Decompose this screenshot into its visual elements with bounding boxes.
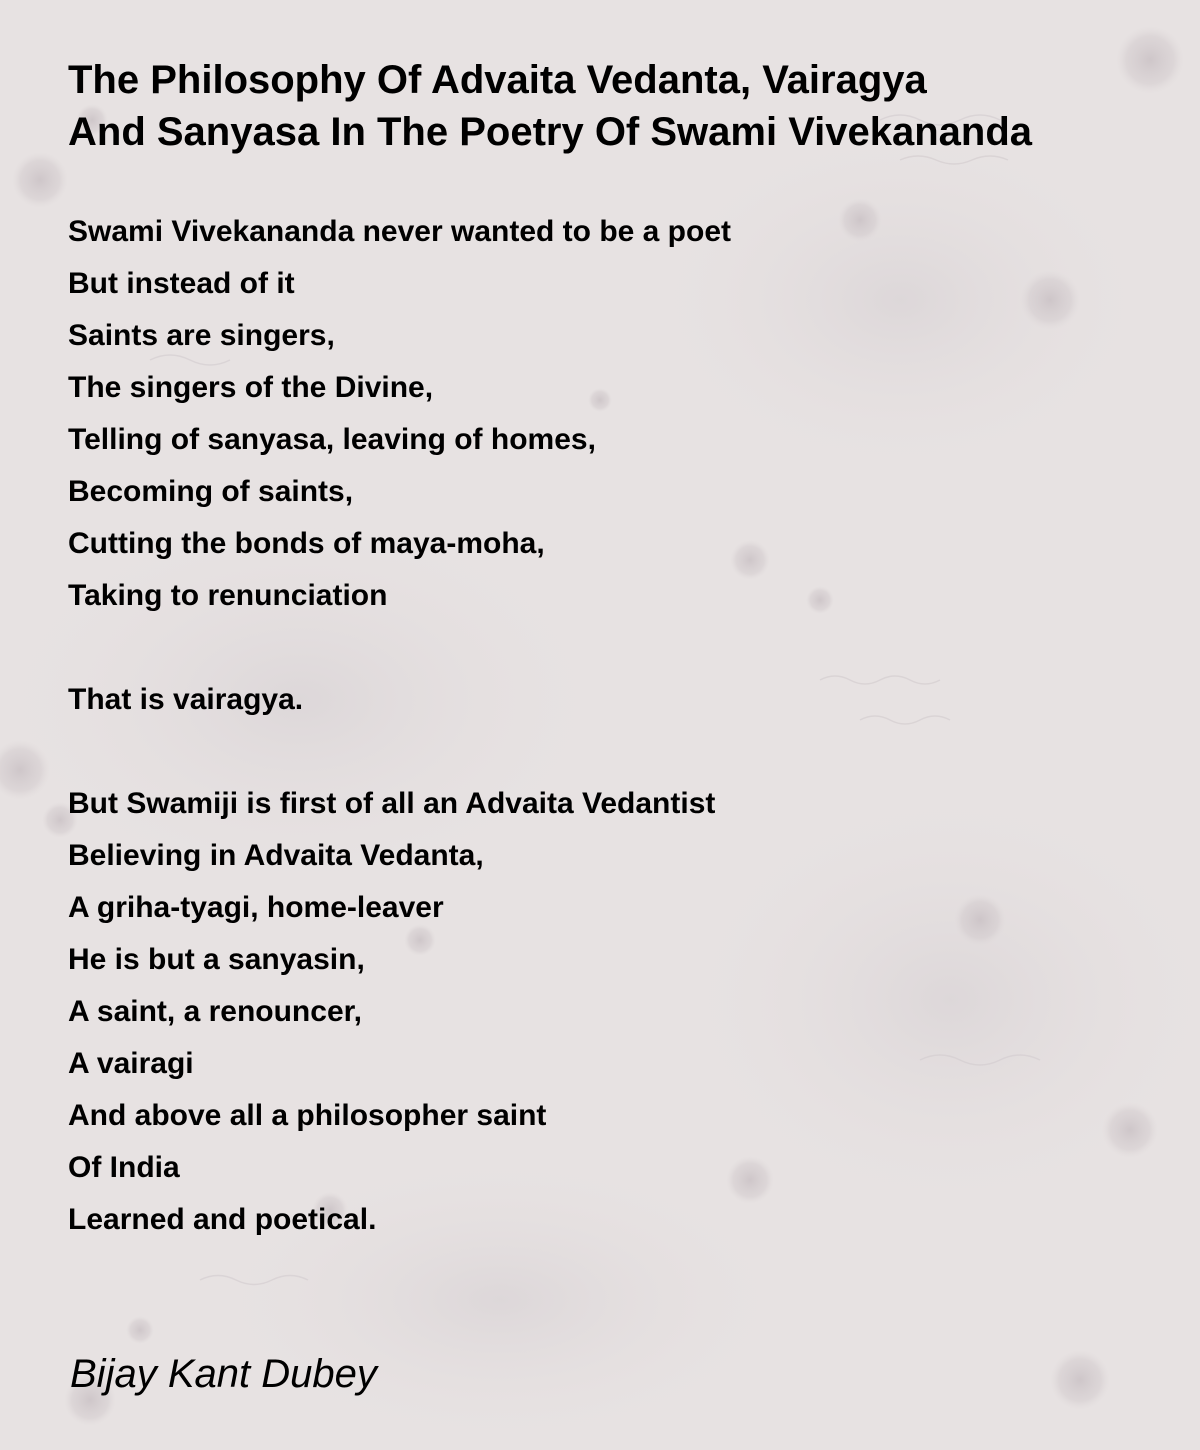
stanza-break <box>68 726 1118 778</box>
poem-line: Believing in Advaita Vedanta, <box>68 839 484 872</box>
poem-line: Becoming of saints, <box>68 475 354 508</box>
poem-line: But instead of it <box>68 267 295 300</box>
poem-line: He is but a sanyasin, <box>68 943 365 976</box>
poem-title <box>68 54 1168 158</box>
poem-line: The singers of the Divine, <box>68 371 434 404</box>
poem-line: Telling of sanyasa, leaving of homes, <box>68 423 596 456</box>
author-name: Bijay Kant Dubey <box>70 1352 377 1396</box>
title-line: The Philosophy Of Advaita Vedanta, Vairagya <box>68 58 927 102</box>
stanza <box>68 778 1118 1246</box>
stanza <box>68 206 1118 622</box>
poem-line: Cutting the bonds of maya-moha, <box>68 527 545 560</box>
poem-line: Of India <box>68 1151 180 1184</box>
poem-line: Swami Vivekananda never wanted to be a poet <box>68 215 732 248</box>
poem-line: A saint, a renouncer, <box>68 995 362 1028</box>
poem-line: That is vairagya. <box>68 683 304 716</box>
stanza <box>68 674 1118 726</box>
poem-line: A vairagi <box>68 1047 194 1080</box>
title-line: And Sanyasa In The Poetry Of Swami Vivekananda <box>68 110 1033 154</box>
poem-line: A griha-tyagi, home-leaver <box>68 891 444 924</box>
poem-line: Taking to renunciation <box>68 579 388 612</box>
poem-line: Learned and poetical. <box>68 1203 377 1236</box>
poem-line: And above all a philosopher saint <box>68 1099 547 1132</box>
poem-line: But Swamiji is first of all an Advaita Vedantist <box>68 787 716 820</box>
poem-line: Saints are singers, <box>68 319 335 352</box>
poem-body <box>68 206 1118 1246</box>
stanza-break <box>68 622 1118 674</box>
